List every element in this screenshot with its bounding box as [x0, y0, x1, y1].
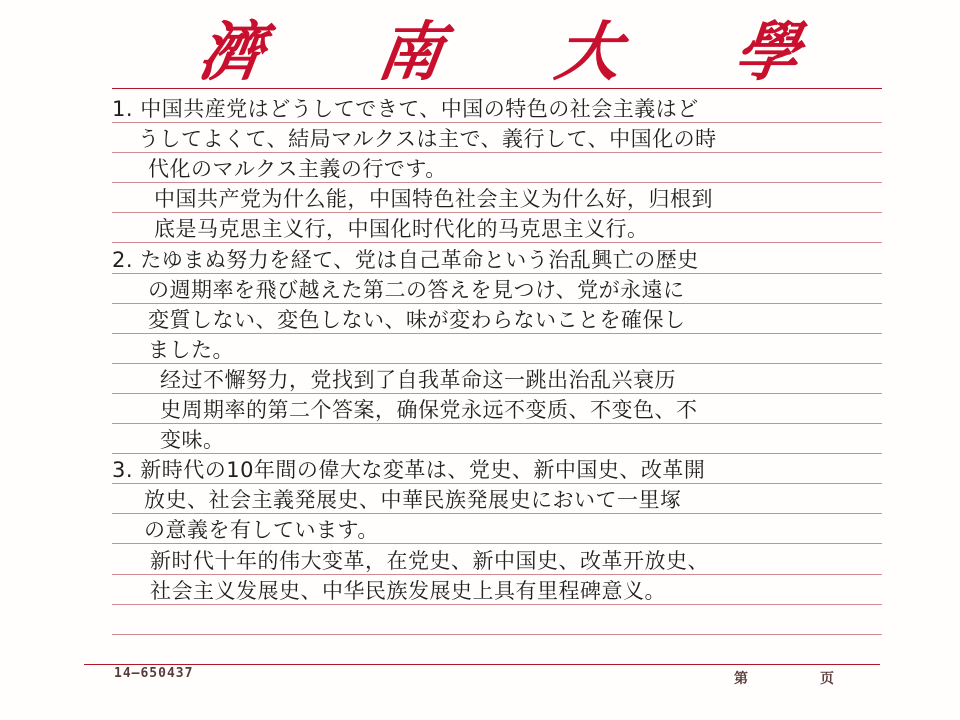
handwritten-line: 经过不懈努力，党找到了自我革命这一跳出治乱兴衰历: [160, 367, 676, 392]
handwritten-line: 史周期率的第二个答案，确保党永远不变质、不变色、不: [160, 398, 698, 422]
letterhead-char-3: 大: [551, 15, 626, 90]
handwritten-line: の週期率を飛び越えた第二の答えを見つけ、党が永遠に: [148, 277, 685, 302]
ruled-line: [112, 634, 882, 635]
page-label-di: 第: [734, 671, 748, 687]
handwritten-line: ました。: [148, 337, 234, 362]
letterhead-char-1: 濟: [193, 15, 269, 90]
handwritten-line: 3. 新時代の10年間の偉大な変革は、党史、新中国史、改革開: [112, 458, 706, 483]
letterhead-char-2: 南: [372, 15, 448, 90]
handwritten-line: 中国共产党为什么能，中国特色社会主义为什么好，归根到: [154, 187, 713, 212]
handwritten-line: 変質しない、変色しない、味が変わらないことを確保し: [148, 307, 686, 332]
handwritten-line: 底是马克思主义行，中国化时代化的马克思主义行。: [154, 217, 649, 242]
handwritten-line: の意義を有しています。: [144, 518, 379, 543]
handwritten-line: 变味。: [160, 428, 225, 453]
handwritten-line: 放史、社会主義発展史、中華民族発展史において一里塚: [144, 488, 682, 513]
handwritten-line: うしてよくて、結局マルクスは主で、義行して、中国化の時: [138, 127, 717, 152]
paper-serial-number: 14—650437: [114, 666, 194, 681]
handwritten-line: 社会主义发展史、中华民族发展史上具有里程碑意义。: [150, 578, 666, 603]
handwritten-line: 1. 中国共産党はどうしてできて、中国の特色の社会主義はど: [112, 97, 699, 121]
header-rule: [112, 88, 882, 89]
handwritten-line: 2. たゆまぬ努力を経て、党は自己革命という治乱興亡の歴史: [112, 247, 699, 272]
university-letterhead: [193, 6, 805, 90]
page-label-ye: 页: [820, 671, 834, 687]
handwritten-line: 代化のマルクス主義の行です。: [148, 157, 447, 182]
letterhead-char-4: 學: [729, 15, 805, 90]
footer-rule: [84, 664, 880, 665]
handwritten-line: 新时代十年的伟大变革，在党史、新中国史、改革开放史、: [150, 548, 709, 573]
